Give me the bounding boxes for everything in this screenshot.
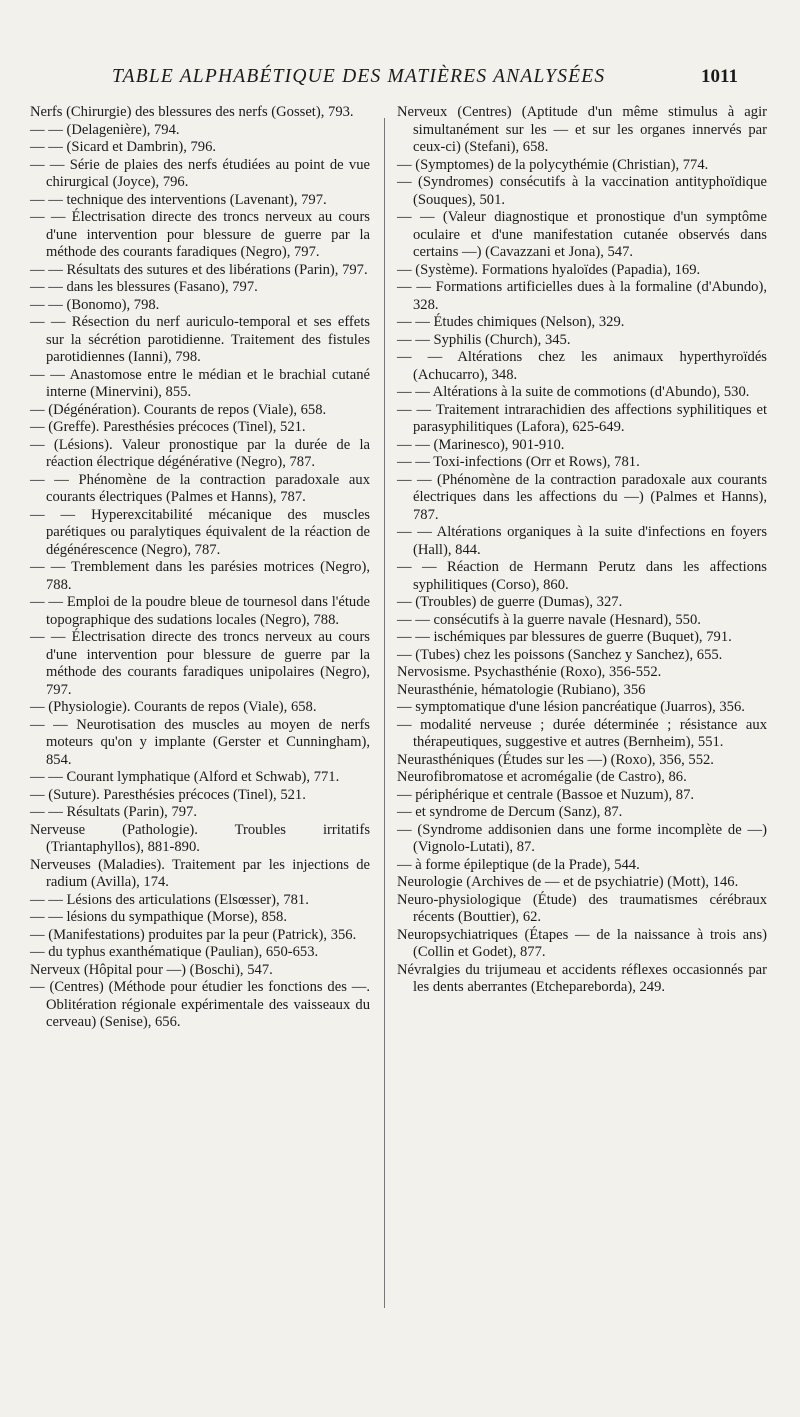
index-entry: Nerveux (Hôpital pour —) (Boschi), 547. bbox=[30, 961, 273, 978]
index-entry: — (Lésions). Valeur pronostique par la durée de la réaction électrique dégénérative (Negro), 787. bbox=[30, 436, 370, 470]
index-entry: — — Électrisation directe des troncs nerveux au cours d'une intervention pour blessure de guerre par la méthode des courants faradiques unipolaires (Negro), 797. bbox=[30, 629, 370, 698]
index-entry: Neurasthénie, hématologie (Rubiano), 356 bbox=[397, 681, 646, 698]
index-entry: — — (Marinesco), 901-910. bbox=[397, 436, 565, 453]
index-entry: — (Troubles) de guerre (Dumas), 327. bbox=[397, 594, 623, 610]
index-entry: — — Électrisation directe des troncs nerveux au cours d'une intervention pour blessure de guerre par la méthode des courants faradiques (Negro), 797. bbox=[30, 209, 370, 260]
index-entry: — (Dégénération). Courants de repos (Viale), 658. bbox=[30, 401, 327, 418]
index-entry: — — Traitement intrarachidien des affections syphilitiques et parasyphilitiques (Lafora), 625-649. bbox=[397, 401, 767, 435]
index-entry: — — Altérations organiques à la suite d'infections en foyers (Hall), 844. bbox=[397, 524, 767, 558]
index-entry: — — Résection du nerf auriculo-temporal et ses effets sur la sécrétion parotidienne. Traitement des fistules parotidiennes (Ianni), 798. bbox=[30, 314, 370, 365]
index-entry: — — Emploi de la poudre bleue de tournesol dans l'étude topographique des sudations locales (Negro), 788. bbox=[30, 594, 370, 628]
index-entry: — — Réaction de Hermann Perutz dans les affections syphilitiques (Corso), 860. bbox=[397, 559, 767, 593]
index-entry: Névralgies du trijumeau et accidents réflexes occasionnés par les dents aberrantes (Etchepareborda), 249. bbox=[397, 961, 767, 995]
page-number: 1011 bbox=[701, 66, 738, 87]
index-entry: — — Altérations chez les animaux hyperthyroïdés (Achucarro), 348. bbox=[397, 349, 767, 383]
index-entry: — périphérique et centrale (Bassoe et Nuzum), 87. bbox=[397, 786, 695, 803]
index-entry: — — Toxi-infections (Orr et Rows), 781. bbox=[397, 454, 640, 470]
index-entry: — — Anastomose entre le médian et le brachial cutané interne (Minervini), 855. bbox=[30, 366, 370, 400]
column-divider bbox=[384, 118, 385, 1308]
index-entry: — (Syndromes) consécutifs à la vaccination antityphoïdique (Souques), 501. bbox=[397, 174, 767, 208]
index-entry: — symptomatique d'une lésion pancréatique (Juarros), 356. bbox=[397, 699, 745, 715]
index-entry: — — Altérations à la suite de commotions (d'Abundo), 530. bbox=[397, 384, 750, 400]
index-entry: — — consécutifs à la guerre navale (Hesnard), 550. bbox=[397, 611, 701, 628]
index-entry: — — (Valeur diagnostique et pronostique d'un symptôme oculaire et d'une manifestation cutanée observés dans certains —) (Cavazzani et Jona), 547. bbox=[397, 209, 767, 260]
index-entry: — — Résultats des sutures et des libérations (Parin), 797. bbox=[30, 261, 368, 278]
index-entry: — — Lésions des articulations (Elsœsser), 781. bbox=[30, 891, 309, 908]
left-column bbox=[30, 104, 370, 1032]
index-entry: — — Résultats (Parin), 797. bbox=[30, 804, 198, 820]
index-entry: Nerveuse (Pathologie). Troubles irritatifs (Triantaphyllos), 881-890. bbox=[30, 821, 370, 855]
index-entry: Neuro-physiologique (Étude) des traumatismes cérébraux récents (Bouttier), 62. bbox=[397, 891, 767, 925]
index-entry: — — Formations artificielles dues à la formaline (d'Abundo), 328. bbox=[397, 279, 767, 313]
right-column bbox=[397, 104, 767, 997]
index-entry: — — Hyperexcitabilité mécanique des muscles parétiques ou paralytiques équivalent de la réaction de dégénérescence (Negro), 787. bbox=[30, 506, 370, 558]
index-entry: — — technique des interventions (Lavenant), 797. bbox=[30, 191, 327, 208]
index-entry: — — Syphilis (Church), 345. bbox=[397, 331, 571, 348]
index-entry: Neurologie (Archives de — et de psychiatrie) (Mott), 146. bbox=[397, 874, 739, 890]
index-entry: — — dans les blessures (Fasano), 797. bbox=[30, 279, 258, 295]
index-entry: — modalité nerveuse ; durée déterminée ; résistance aux thérapeutiques, suggestive et autres (Bernheim), 551. bbox=[397, 716, 767, 750]
index-entry: — — ischémiques par blessures de guerre (Buquet), 791. bbox=[397, 629, 732, 645]
index-entry: Nerveux (Centres) (Aptitude d'un même stimulus à agir simultanément sur les — et sur les organes innervés par ceux-ci) (Stefani), 658. bbox=[397, 104, 767, 155]
index-entry: Nerfs (Chirurgie) des blessures des nerfs (Gosset), 793. bbox=[30, 104, 354, 120]
index-entry: — — (Bonomo), 798. bbox=[30, 296, 160, 313]
index-entry: — — Courant lymphatique (Alford et Schwab), 771. bbox=[30, 769, 340, 785]
index-entry: — (Suture). Paresthésies précoces (Tinel), 521. bbox=[30, 786, 306, 803]
index-entry: Neuropsychiatriques (Étapes — de la naissance à trois ans) (Collin et Godet), 877. bbox=[397, 926, 767, 960]
index-entry: — — Tremblement dans les parésies motrices (Negro), 788. bbox=[30, 559, 370, 593]
index-entry: — — Études chimiques (Nelson), 329. bbox=[397, 314, 625, 330]
index-entry: — (Tubes) chez les poissons (Sanchez y Sanchez), 655. bbox=[397, 646, 723, 663]
index-entry: — — (Delagenière), 794. bbox=[30, 121, 180, 138]
index-entry: — (Symptomes) de la polycythémie (Christian), 774. bbox=[397, 156, 709, 173]
index-entry: Nerveuses (Maladies). Traitement par les injections de radium (Avilla), 174. bbox=[30, 856, 370, 890]
index-entry: — — Neurotisation des muscles au moyen de nerfs moteurs qu'on y implante (Gerster et Cunningham), 854. bbox=[30, 716, 370, 768]
index-entry: — (Greffe). Paresthésies précoces (Tinel), 521. bbox=[30, 419, 306, 435]
index-entry: Neurofibromatose et acromégalie (de Castro), 86. bbox=[397, 769, 687, 785]
index-entry: Neurasthéniques (Études sur les —) (Roxo), 356, 552. bbox=[397, 751, 714, 768]
index-entry: — — lésions du sympathique (Morse), 858. bbox=[30, 909, 287, 925]
index-entry: — du typhus exanthématique (Paulian), 650-653. bbox=[30, 944, 319, 960]
index-entry: — (Physiologie). Courants de repos (Viale), 658. bbox=[30, 699, 317, 715]
index-entry: — — Phénomène de la contraction paradoxale aux courants électriques (Palmes et Hanns), 787. bbox=[30, 471, 370, 505]
index-entry: — (Système). Formations hyaloïdes (Papadia), 169. bbox=[397, 261, 701, 278]
index-entry: — — Série de plaies des nerfs étudiées au point de vue chirurgical (Joyce), 796. bbox=[30, 156, 370, 190]
index-entry: Nervosisme. Psychasthénie (Roxo), 356-552. bbox=[397, 664, 662, 680]
index-entry: — — (Phénomène de la contraction paradoxale aux courants électriques dans les affections du —) (Palmes et Hanns), 787. bbox=[397, 471, 767, 523]
page-header bbox=[0, 66, 800, 96]
index-entry: — — (Sicard et Dambrin), 796. bbox=[30, 139, 217, 155]
index-entry: — à forme épileptique (de la Prade), 544. bbox=[397, 856, 640, 873]
page-title: TABLE ALPHABÉTIQUE DES MATIÈRES ANALYSÉES bbox=[112, 66, 606, 87]
index-entry: — (Syndrome addisonien dans une forme incomplète de —) (Vignolo-Lutati), 87. bbox=[397, 821, 767, 855]
index-entry: — (Centres) (Méthode pour étudier les fonctions des —. Oblitération régionale expérimentale des vaisseaux du cerveau) (Senise), 656. bbox=[30, 979, 370, 1030]
index-entry: — (Manifestations) produites par la peur (Patrick), 356. bbox=[30, 926, 357, 943]
index-entry: — et syndrome de Dercum (Sanz), 87. bbox=[397, 804, 623, 820]
